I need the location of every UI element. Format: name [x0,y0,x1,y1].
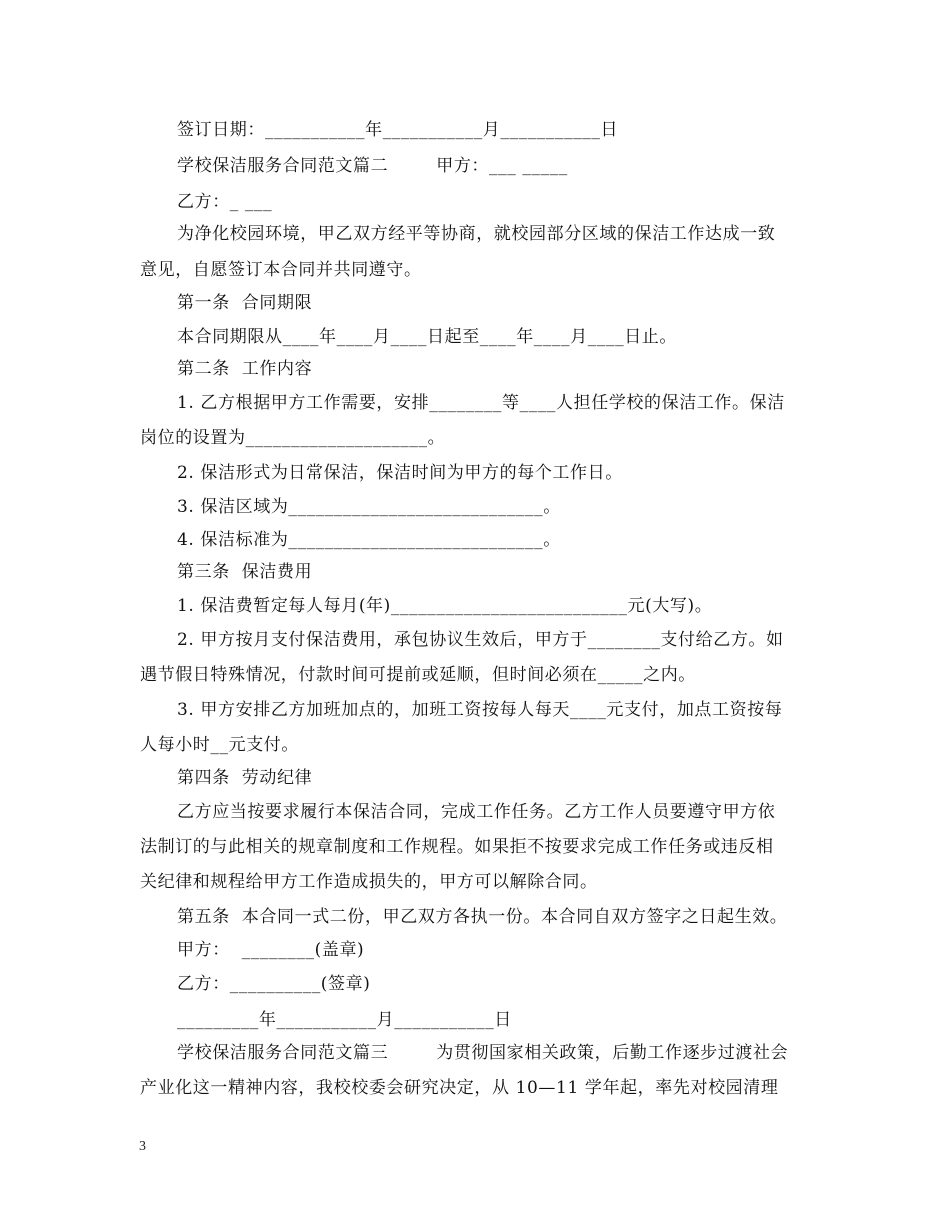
paragraph-text: 4. 保洁标准为____________________________。 [177,530,561,550]
party-a-signature-line: 甲方： ________(盖章) [177,940,365,960]
paragraph-text: 产业化这一精神内容，我校校委会研究决定，从 10—11 学年起，率先对校园清理 [140,1078,779,1098]
section-heading-part-three: 学校保洁服务合同范文篇三 为贯彻国家相关政策，后勤工作逐步过渡社会 [177,1043,789,1063]
party-b-line: 乙方：_ ___ [177,192,273,212]
article-heading: 第四条 劳动纪律 [177,768,313,788]
paragraph-text: 2. 保洁形式为日常保洁，保洁时间为甲方的每个工作日。 [177,463,623,483]
paragraph-text: 1. 保洁费暂定每人每月(年)__________________________元(大写)。 [177,596,713,616]
article-heading: 第一条 合同期限 [177,293,313,313]
party-b-signature-line: 乙方：__________(签章) [177,974,371,994]
paragraph-text: 关纪律和规程给甲方工作造成损失的，甲方可以解除合同。 [140,872,598,892]
paragraph-text: 遇节假日特殊情况，付款时间可提前或延顺，但时间必须在_____之内。 [140,665,696,685]
paragraph-text: 3. 甲方安排乙方加班加点的，加班工资按每人每天____元支付，加点工资按每 [177,700,783,720]
paragraph-text: 1. 乙方根据甲方工作需要，安排________等____人担任学校的保洁工作。保洁 [177,393,785,413]
paragraph-text: 2. 甲方按月支付保洁费用，承包协议生效后，甲方于________支付给乙方。如 [177,630,784,650]
article-heading: 第五条 本合同一式二份，甲乙双方各执一份。本合同自双方签字之日起生效。 [177,907,788,927]
article-heading: 第二条 工作内容 [177,359,313,379]
paragraph-text: 法制订的与此相关的规章制度和工作规程。如果拒不按要求完成工作任务或违反相 [140,837,774,857]
article-heading: 第三条 保洁费用 [177,562,313,582]
date-line: _________年___________月___________日 [177,1010,512,1030]
signing-date-line: 签订日期：___________年___________月___________日 [177,120,619,140]
paragraph-text: 乙方应当按要求履行本保洁合同，完成工作任务。乙方工作人员要遵守甲方依 [177,802,776,822]
paragraph-text: 本合同期限从____年____月____日起至____年____月____日止。 [177,327,677,347]
paragraph-text: 3. 保洁区域为____________________________。 [177,497,561,517]
paragraph-text: 意见，自愿签订本合同并共同遵守。 [140,260,422,280]
page-number: 3 [139,1139,146,1154]
section-heading-part-two: 学校保洁服务合同范文篇二 甲方：___ _____ [177,156,568,176]
paragraph-text: 岗位的设置为____________________。 [140,428,446,448]
paragraph-text: 为净化校园环境，甲乙双方经平等协商，就校园部分区域的保洁工作达成一致 [177,224,776,244]
paragraph-text: 人每小时__元支付。 [140,735,299,755]
